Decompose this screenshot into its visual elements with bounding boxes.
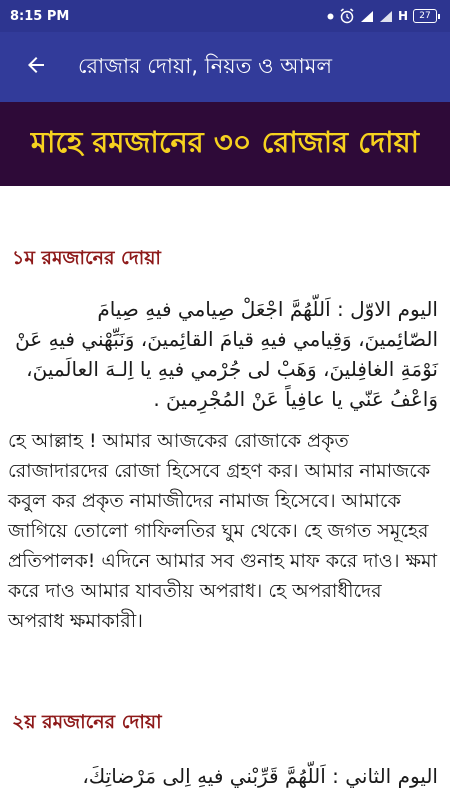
arrow-left-icon (24, 53, 48, 81)
battery-icon (413, 9, 440, 23)
arabic-dua-text: اليوم الاوّل : اَللّهُمَّ اجْعَلْ صِيامي فيهِ صِيامَ الصّائِمينَ، وَقِيامي فيهِ قيامَ القائِمينَ، وَنَبِّهْني فيهِ عَنْ نَوْمَةِ الغافِلينَ، وَهَبْ لى جُرْمي فيهِ يا اِلـهَ العالَمينَ، وَاعْفُ عَنّي يا عافِياً عَنْ المُجْرِمينَ . (15, 297, 438, 411)
app-bar (0, 32, 450, 102)
signal-icon (360, 10, 374, 23)
notification-dot-icon (327, 13, 334, 20)
battery-level: 27 (413, 9, 437, 23)
arabic-dua-text: اليوم الثاني : اَللّهُمَّ قَرِّبْني فيهِ اِلى مَرْضاتِكَ، (82, 764, 438, 788)
bangla-translation: হে আল্লাহ ! আমার আজকের রোজাকে প্রকৃত রোজাদারদের রোজা হিসেবে গ্রহণ কর। আমার নামাজকে কবুল কর প্রকৃত নামাজীদের নামাজ হিসেবে। আমাকে জাগিয়ে তোলো গাফিলতির ঘুম থেকে। হে জগত সমূহের প্রতিপালক! এদিনে আমার সব গুনাহ মাফ করে দাও। ক্ষমা করে দাও আমার যাবতীয় অপরাধ। হে অপরাধীদের অপরাধ ক্ষমাকারী। (8, 430, 438, 632)
network-type-label: H (397, 9, 408, 23)
section-heading: ২য় রমজানের দোয়া (12, 711, 162, 733)
alarm-icon (339, 8, 355, 24)
scroll-content[interactable] (0, 186, 450, 800)
signal-icon (379, 10, 393, 23)
status-icons (327, 8, 440, 24)
back-button[interactable] (18, 49, 54, 85)
status-time: 8:15 PM (10, 8, 70, 24)
section-heading: ১ম রমজানের দোয়া (12, 247, 161, 269)
status-bar (0, 0, 450, 32)
page-title: রোজার দোয়া, নিয়ত ও আমল (78, 53, 332, 78)
banner-title: মাহে রমজানের ৩০ রোজার দোয়া (0, 102, 450, 186)
